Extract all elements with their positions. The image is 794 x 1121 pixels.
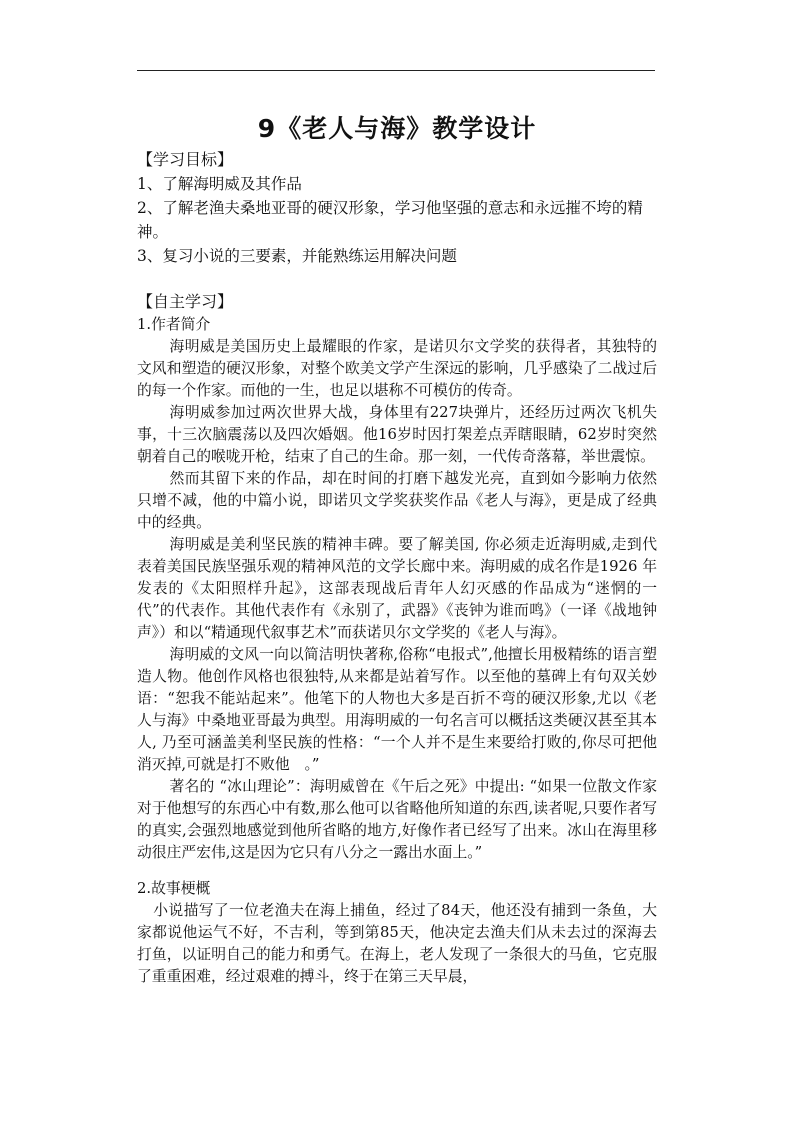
spacer	[137, 268, 657, 290]
header-rule	[137, 70, 655, 71]
author-paragraph: 海明威参加过两次世界大战，身体里有227块弹片，还经历过两次飞机失事，十三次脑震荡以及四次婚姻。他16岁时因打架差点弄瞎眼睛，62岁时突然朝着自己的喉咙开枪，结束了自己的生命。那一刻，一代传奇落幕，举世震惊。	[137, 404, 657, 465]
goal-item: 3、复习小说的三要素，并能熟练运用解决问题	[137, 247, 457, 265]
spacer	[137, 864, 657, 878]
author-paragraph: 海明威是美国历史上最耀眼的作家，是诺贝尔文学奖的获得者，其独特的文风和塑造的硬汉形象，对整个欧美文学产生深远的影响，几乎感染了二战过后的每一个作家。而他的一生，也足以堪称不可模仿的传奇。	[137, 338, 657, 399]
synopsis-paragraph: 小说描写了一位老渔夫在海上捕鱼，经过了84天，他还没有捕到一条鱼，大家都说他运气不好，不吉利，等到第85天，他决定去渔夫们从未去过的深海去打鱼，以证明自己的能力和勇气。在海上，老人发现了一条很大的马鱼，它克服了重重困难，经过艰难的搏斗，终于在第三天早晨，	[137, 902, 657, 985]
document-content	[137, 112, 657, 988]
document-title: 9《老人与海》教学设计	[257, 114, 537, 143]
goal-item: 1、了解海明威及其作品	[137, 175, 302, 193]
goals-heading: 【学习目标】	[137, 150, 234, 169]
author-paragraph: 海明威的文风一向以简洁明快著称,俗称“电报式”,他擅长用极精练的语言塑造人物。他创作风格也很独特,从来都是站着写作。以至他的墓碑上有句双关妙语：“恕我不能站起来”。他笔下的人物也大多是百折不弯的硬汉形象,尤以《老人与海》中桑地亚哥最为典型。用海明威的一句名言可以概括这类硬汉甚至其本人, 乃至可涵盖美利坚民族的性格：“一个人并不是生来要给打败的,你尽可把他消灭掉,可就是打不败他 。”	[137, 646, 657, 773]
section-title-author: 1.作者简介	[137, 316, 211, 333]
self-study-heading: 【自主学习】	[137, 292, 234, 311]
author-paragraph: 海明威是美利坚民族的精神丰碑。要了解美国, 你必须走近海明威,走到代表着美国民族坚强乐观的精神风范的文学长廊中来。海明威的成名作是1926 年发表的《太阳照样升起》，这部表现战后青年人幻灭感的作品成为“迷惘的一代”的代表作。其他代表作有《永别了，武器》《丧钟为谁而鸣》（一译《战地钟声》）和以“精通现代叙事艺术”而获诺贝尔文学奖的《老人与海》。	[137, 536, 657, 641]
section-title-synopsis: 2.故事梗概	[137, 880, 211, 897]
goal-item: 2、了解老渔夫桑地亚哥的硬汉形象，学习他坚强的意志和永远摧不垮的精神。	[137, 199, 643, 241]
author-paragraph: 然而其留下来的作品，却在时间的打磨下越发光亮，直到如今影响力依然只增不减，他的中篇小说，即诺贝文学奖获奖作品《老人与海》，更是成了经典中的经典。	[137, 470, 657, 531]
author-paragraph: 著名的 “冰山理论”：海明威曾在《午后之死》中提出: “如果一位散文作家对于他想写的东西心中有数,那么他可以省略他所知道的东西,读者呢,只要作者写的真实,会强烈地感觉到他所省略的地方,好像作者已经写了出来。冰山在海里移动很庄严宏伟,这是因为它只有八分之一露出水面上。”	[137, 778, 657, 861]
